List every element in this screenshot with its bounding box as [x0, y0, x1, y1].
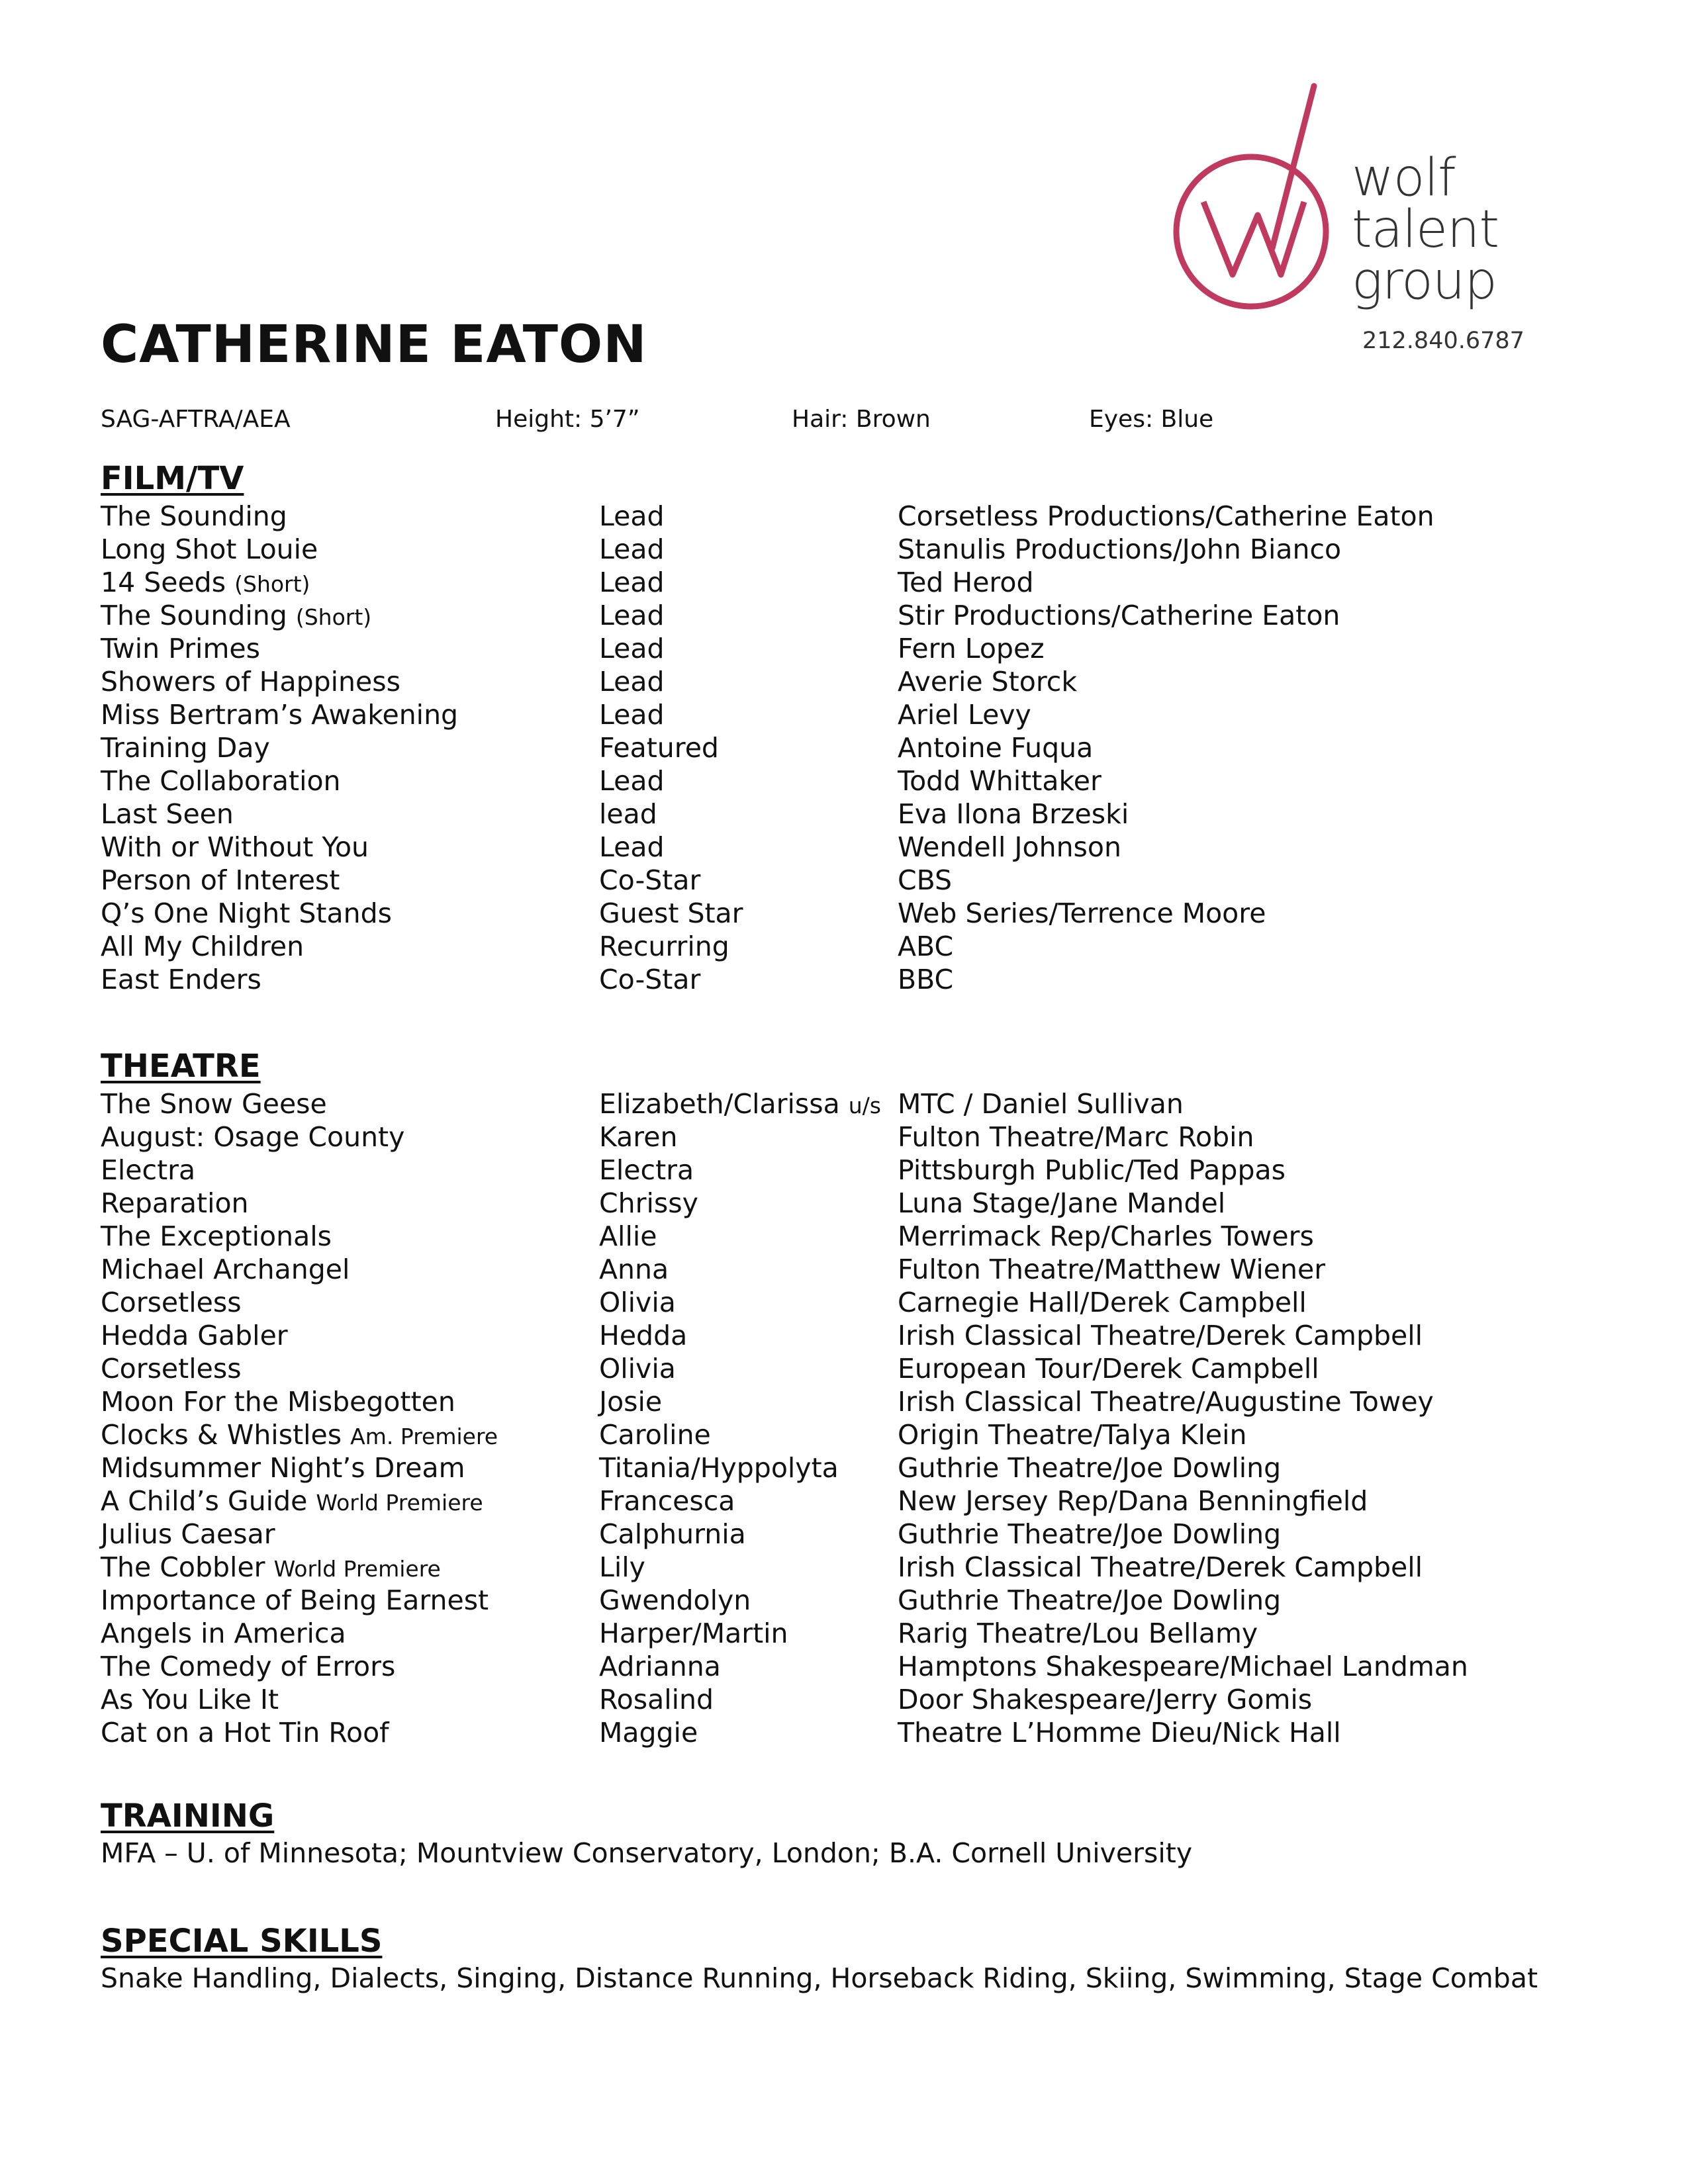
film_tv-row	[0, 599, 1688, 632]
credit-title-cell	[101, 1220, 332, 1253]
theatre-row	[0, 1584, 1688, 1617]
credit-company: Guthrie Theatre/Joe Dowling	[898, 1452, 1282, 1484]
credit-note: (Short)	[234, 571, 310, 597]
credit-role: Anna	[599, 1253, 669, 1285]
credit-role-cell	[599, 1319, 687, 1352]
credit-company: Irish Classical Theatre/Derek Campbell	[898, 1551, 1423, 1583]
credit-role: Lead	[599, 500, 665, 532]
credit-role-cell	[599, 1683, 714, 1716]
credit-title: The Cobbler	[101, 1551, 265, 1583]
theatre-row	[0, 1451, 1688, 1484]
credit-title-cell	[101, 963, 261, 996]
credit-company: Eva Ilona Brzeski	[898, 798, 1129, 830]
credit-company: Pittsburgh Public/Ted Pappas	[898, 1154, 1286, 1186]
theatre-row	[0, 1418, 1688, 1451]
credit-title-cell	[101, 1352, 242, 1385]
credit-role-cell	[599, 1451, 839, 1484]
credit-role: Lead	[599, 765, 665, 797]
credit-role-cell	[599, 500, 665, 533]
theatre-row	[0, 1154, 1688, 1187]
credit-title: Moon For the Misbegotten	[101, 1386, 455, 1418]
credit-title: With or Without You	[101, 831, 369, 863]
credit-company: Rarig Theatre/Lou Bellamy	[898, 1617, 1258, 1649]
credit-title: Miss Bertram’s Awakening	[101, 699, 459, 731]
credit-title: Cat on a Hot Tin Roof	[101, 1717, 389, 1749]
hair-stat: Hair: Brown	[792, 406, 931, 433]
credit-role: Lead	[599, 567, 665, 598]
credit-title: Twin Primes	[101, 633, 260, 664]
logo-word-wolf: wolf	[1352, 148, 1456, 208]
credit-role: Co-Star	[599, 864, 701, 896]
credit-role-cell	[599, 1418, 711, 1451]
credit-title-cell	[101, 1154, 195, 1187]
credit-company: Ariel Levy	[898, 699, 1031, 731]
credit-title-cell	[101, 1484, 483, 1520]
credit-title: All My Children	[101, 931, 305, 962]
credit-company: Stanulis Productions/John Bianco	[898, 533, 1342, 565]
credit-role: Caroline	[599, 1419, 711, 1451]
credit-title: The Sounding	[101, 600, 287, 631]
credit-title: Julius Caesar	[101, 1518, 275, 1550]
credit-role: Recurring	[599, 931, 729, 962]
credit-role-note: u/s	[848, 1093, 881, 1118]
credit-role-cell	[599, 599, 665, 632]
credit-role-cell	[599, 1716, 698, 1749]
credit-role-cell	[599, 1484, 735, 1518]
credit-title-cell	[101, 533, 318, 566]
credit-role: Elizabeth/Clarissa	[599, 1088, 840, 1120]
credit-company: Fulton Theatre/Matthew Wiener	[898, 1253, 1326, 1285]
credit-title-cell	[101, 1120, 404, 1154]
credit-title: Corsetless	[101, 1353, 242, 1385]
film-tv-list	[0, 500, 1688, 996]
film_tv-row	[0, 698, 1688, 731]
film_tv-row	[0, 731, 1688, 764]
height-stat: Height: 5’7”	[495, 406, 640, 433]
credit-role-cell	[599, 698, 665, 731]
credit-title: 14 Seeds	[101, 567, 226, 598]
logo-word-talent: talent	[1352, 200, 1499, 259]
credit-role: Maggie	[599, 1717, 698, 1749]
credit-role: Gwendolyn	[599, 1584, 751, 1616]
credit-role: Calphurnia	[599, 1518, 746, 1550]
credit-note: (Short)	[295, 604, 372, 630]
credit-title: The Sounding	[101, 500, 287, 532]
credit-title: August: Osage County	[101, 1121, 405, 1153]
credit-role: Karen	[599, 1121, 678, 1153]
credit-role: Allie	[599, 1220, 657, 1252]
union-affiliation: SAG-AFTRA/AEA	[101, 406, 291, 433]
credit-role-cell	[599, 797, 657, 831]
credit-company: New Jersey Rep/Dana Benningfield	[898, 1485, 1368, 1517]
special-skills-text: Snake Handling, Dialects, Singing, Distance Running, Horseback Riding, Skiing, Swimming, Stage Combat	[101, 1962, 1538, 1994]
credit-company: ABC	[898, 931, 954, 962]
credit-role-cell	[599, 1518, 746, 1551]
credit-title: Person of Interest	[101, 864, 340, 896]
theatre-row	[0, 1650, 1688, 1683]
credit-role-cell	[599, 632, 665, 665]
credit-title-cell	[101, 1087, 327, 1120]
credit-title-cell	[101, 500, 287, 533]
credit-role-cell	[599, 1154, 694, 1187]
credit-title: The Collaboration	[101, 765, 341, 797]
credit-company: European Tour/Derek Campbell	[898, 1353, 1319, 1385]
credit-title: Importance of Being Earnest	[101, 1584, 489, 1616]
credit-title: Corsetless	[101, 1287, 242, 1318]
credit-role: lead	[599, 798, 657, 830]
credit-title-cell	[101, 1253, 350, 1286]
credit-role: Lily	[599, 1551, 645, 1583]
credit-role: Guest Star	[599, 897, 743, 929]
credit-role-cell	[599, 1584, 751, 1617]
film-tv-heading: FILM/TV	[101, 460, 244, 497]
credit-role: Rosalind	[599, 1684, 714, 1715]
credit-note: World Premiere	[273, 1556, 441, 1582]
credit-role: Lead	[599, 633, 665, 664]
credit-role-cell	[599, 533, 665, 566]
credit-title: A Child’s Guide	[101, 1485, 308, 1517]
credit-role: Chrissy	[599, 1187, 698, 1219]
film_tv-row	[0, 533, 1688, 566]
credit-title: Electra	[101, 1154, 196, 1186]
credit-company: CBS	[898, 864, 953, 896]
credit-title: As You Like It	[101, 1684, 279, 1715]
credit-title-cell	[101, 1518, 275, 1551]
credit-title-cell	[101, 1551, 441, 1586]
credit-company: Hamptons Shakespeare/Michael Landman	[898, 1651, 1468, 1682]
credit-title-cell	[101, 1650, 395, 1683]
wolf-logo-mark	[1172, 83, 1350, 321]
film_tv-row	[0, 665, 1688, 698]
credit-company: Wendell Johnson	[898, 831, 1121, 863]
credit-role-cell	[599, 566, 665, 599]
credit-company: Merrimack Rep/Charles Towers	[898, 1220, 1314, 1252]
credit-company: Web Series/Terrence Moore	[898, 897, 1266, 929]
credit-role: Adrianna	[599, 1651, 721, 1682]
credit-title-cell	[101, 797, 234, 831]
credit-title-cell	[101, 1319, 288, 1352]
theatre-list	[0, 1087, 1688, 1749]
theatre-row	[0, 1319, 1688, 1352]
credit-title-cell	[101, 764, 341, 797]
credit-company: BBC	[898, 964, 954, 995]
eyes-stat: Eyes: Blue	[1089, 406, 1214, 433]
theatre-row	[0, 1484, 1688, 1518]
credit-company: Irish Classical Theatre/Derek Campbell	[898, 1320, 1423, 1351]
theatre-row	[0, 1187, 1688, 1220]
credit-role-cell	[599, 1352, 676, 1385]
special-skills-heading: SPECIAL SKILLS	[101, 1923, 383, 1960]
theatre-row	[0, 1385, 1688, 1418]
credit-company: Theatre L’Homme Dieu/Nick Hall	[898, 1717, 1341, 1749]
credit-title-cell	[101, 698, 458, 731]
credit-role: Electra	[599, 1154, 694, 1186]
training-text: MFA – U. of Minnesota; Mountview Conservatory, London; B.A. Cornell University	[101, 1837, 1193, 1869]
theatre-row	[0, 1286, 1688, 1319]
credit-company: Averie Storck	[898, 666, 1078, 698]
theatre-row	[0, 1220, 1688, 1253]
credit-role: Co-Star	[599, 964, 701, 995]
film_tv-row	[0, 864, 1688, 897]
credit-role-cell	[599, 1220, 657, 1253]
film_tv-row	[0, 897, 1688, 930]
credit-role-cell	[599, 897, 743, 930]
credit-title-cell	[101, 632, 260, 665]
credit-role-cell	[599, 1385, 662, 1418]
logo-word-group: group	[1352, 251, 1497, 311]
credit-title: Midsummer Night’s Dream	[101, 1452, 465, 1484]
film_tv-row	[0, 632, 1688, 665]
credit-title: Michael Archangel	[101, 1253, 350, 1285]
credit-title-cell	[101, 1286, 242, 1319]
credit-role: Featured	[599, 732, 719, 764]
credit-role-cell	[599, 1087, 881, 1122]
theatre-row	[0, 1683, 1688, 1716]
credit-role: Josie	[599, 1386, 663, 1418]
credit-role-cell	[599, 930, 729, 963]
theatre-row	[0, 1551, 1688, 1584]
film_tv-row	[0, 797, 1688, 831]
credit-company: Antoine Fuqua	[898, 732, 1094, 764]
credit-title: Long Shot Louie	[101, 533, 318, 565]
credit-role-cell	[599, 1286, 676, 1319]
credit-company: MTC / Daniel Sullivan	[898, 1088, 1184, 1120]
credit-title: The Snow Geese	[101, 1088, 327, 1120]
credit-role-cell	[599, 1617, 788, 1650]
credit-note: Am. Premiere	[350, 1424, 498, 1449]
credit-title: The Comedy of Errors	[101, 1651, 396, 1682]
credit-note: World Premiere	[316, 1490, 483, 1516]
credit-company: Door Shakespeare/Jerry Gomis	[898, 1684, 1313, 1715]
credit-title-cell	[101, 665, 400, 698]
credit-role-cell	[599, 731, 719, 764]
credit-title: Clocks & Whistles	[101, 1419, 342, 1451]
credit-title: Showers of Happiness	[101, 666, 400, 698]
credit-role-cell	[599, 831, 665, 864]
credit-role: Olivia	[599, 1353, 676, 1385]
credit-title: Angels in America	[101, 1617, 346, 1649]
credit-title: Last Seen	[101, 798, 234, 830]
credit-role-cell	[599, 1187, 698, 1220]
film_tv-row	[0, 963, 1688, 996]
theatre-row	[0, 1253, 1688, 1286]
theatre-row	[0, 1518, 1688, 1551]
credit-role: Olivia	[599, 1287, 676, 1318]
film_tv-row	[0, 566, 1688, 599]
credit-title: Training Day	[101, 732, 270, 764]
film_tv-row	[0, 764, 1688, 797]
credit-role: Lead	[599, 666, 665, 698]
credit-title-cell	[101, 599, 371, 634]
credit-role-cell	[599, 1551, 645, 1584]
credit-company: Guthrie Theatre/Joe Dowling	[898, 1584, 1282, 1616]
credit-title: Q’s One Night Stands	[101, 897, 392, 929]
credit-role-cell	[599, 1253, 669, 1286]
credit-role: Hedda	[599, 1320, 688, 1351]
credit-title-cell	[101, 864, 340, 897]
credit-title-cell	[101, 1385, 455, 1418]
credit-title-cell	[101, 897, 392, 930]
credit-title: Reparation	[101, 1187, 249, 1219]
credit-title-cell	[101, 1451, 465, 1484]
credit-role: Lead	[599, 831, 665, 863]
credit-title-cell	[101, 831, 369, 864]
theatre-row	[0, 1120, 1688, 1154]
theatre-heading: THEATRE	[101, 1048, 261, 1085]
agency-logo	[1172, 83, 1536, 361]
credit-title-cell	[101, 566, 310, 601]
credit-title-cell	[101, 930, 304, 963]
theatre-row	[0, 1352, 1688, 1385]
credit-title-cell	[101, 1716, 389, 1749]
credit-role: Lead	[599, 533, 665, 565]
credit-company: Guthrie Theatre/Joe Dowling	[898, 1518, 1282, 1550]
credit-role: Lead	[599, 600, 665, 631]
actor-name: CATHERINE EATON	[101, 315, 647, 375]
credit-role-cell	[599, 1650, 721, 1683]
film_tv-row	[0, 831, 1688, 864]
credit-company: Fern Lopez	[898, 633, 1045, 664]
credit-company: Irish Classical Theatre/Augustine Towey	[898, 1386, 1434, 1418]
credit-company: Todd Whittaker	[898, 765, 1102, 797]
theatre-row	[0, 1716, 1688, 1749]
credit-title-cell	[101, 1617, 346, 1650]
credit-role-cell	[599, 764, 665, 797]
credit-company: Carnegie Hall/Derek Campbell	[898, 1287, 1307, 1318]
theatre-row	[0, 1087, 1688, 1120]
film_tv-row	[0, 500, 1688, 533]
credit-role-cell	[599, 1120, 677, 1154]
credit-role: Francesca	[599, 1485, 735, 1517]
credit-title-cell	[101, 731, 270, 764]
credit-company: Luna Stage/Jane Mandel	[898, 1187, 1226, 1219]
credit-company: Origin Theatre/Talya Klein	[898, 1419, 1247, 1451]
credit-title-cell	[101, 1418, 498, 1453]
training-heading: TRAINING	[101, 1797, 275, 1835]
credit-title-cell	[101, 1584, 489, 1617]
credit-role-cell	[599, 665, 665, 698]
credit-company: Stir Productions/Catherine Eaton	[898, 600, 1340, 631]
credit-role-cell	[599, 963, 700, 996]
credit-role: Titania/Hyppolyta	[599, 1452, 839, 1484]
credit-title: East Enders	[101, 964, 261, 995]
credit-company: Fulton Theatre/Marc Robin	[898, 1121, 1254, 1153]
film_tv-row	[0, 930, 1688, 963]
credit-role: Harper/Martin	[599, 1617, 788, 1649]
credit-title-cell	[101, 1187, 249, 1220]
credit-title: Hedda Gabler	[101, 1320, 288, 1351]
credit-title-cell	[101, 1683, 279, 1716]
credit-title: The Exceptionals	[101, 1220, 332, 1252]
credit-company: Corsetless Productions/Catherine Eaton	[898, 500, 1434, 532]
credit-company: Ted Herod	[898, 567, 1034, 598]
agency-phone: 212.840.6787	[1362, 328, 1524, 354]
credit-role: Lead	[599, 699, 665, 731]
credit-role-cell	[599, 864, 700, 897]
theatre-row	[0, 1617, 1688, 1650]
